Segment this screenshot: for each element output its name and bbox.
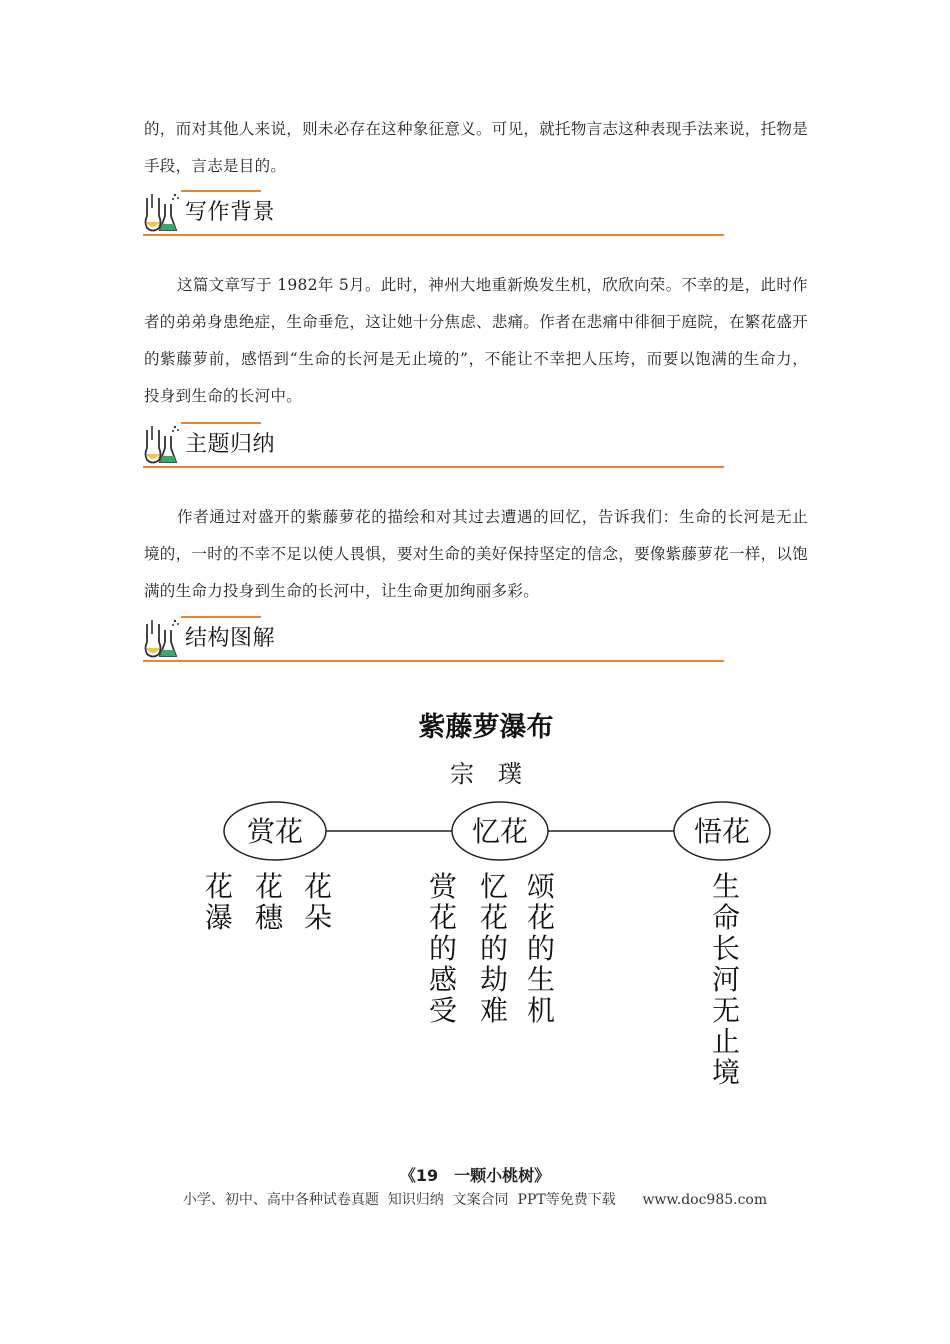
diagram-column-text: 花瀑 [204, 870, 234, 934]
section-title: 写作背景 [185, 200, 276, 225]
diagram-title: 紫藤萝瀑布 [418, 712, 554, 743]
lab-flask-icon [143, 422, 181, 464]
theme-paragraph: 作者通过对盛开的紫藤萝花的描绘和对其过去遭遇的回忆，告诉我们：生命的长河是无止境的，一时的不幸不足以使人畏惧，要对生命的美好保持坚定的信念，要像紫藤萝花一样，以饱满的生命力投身到生命的长河中，让生命更加绚丽多彩。 [144, 508, 808, 600]
footer-line [0, 1189, 950, 1209]
node-label: 悟花 [693, 815, 751, 848]
lab-flask-icon [143, 190, 181, 232]
next-lesson-title: 《19 一颗小桃树》 [399, 1166, 551, 1185]
footer-slogan: 小学、初中、高中各种试卷真题 知识归纳 文案合同 PPT等免费下载 [182, 1192, 616, 1208]
diagram-column-text: 颂花的生机 [526, 870, 556, 1027]
node-label: 赏花 [246, 815, 304, 848]
section-title: 结构图解 [185, 626, 276, 651]
diagram-columns [205, 870, 740, 1089]
node-realize [674, 802, 770, 860]
section-heading-theme [143, 420, 724, 468]
lab-flask-icon [143, 616, 181, 658]
section-divider [143, 234, 724, 236]
node-appreciate [224, 802, 326, 860]
diagram-column-text: 花穗 [254, 870, 284, 934]
structure-diagram [203, 696, 773, 1091]
intro-paragraph: 的，而对其他人来说，则未必存在这种象征意义。可见，就托物言志这种表现手法来说，托物是手段，言志是目的。 [144, 120, 808, 175]
section-heading-background [143, 188, 724, 236]
footer-site-link[interactable]: www.doc985.com [642, 1192, 768, 1208]
background-paragraph: 这篇文章写于 1982年 5月。此时，神州大地重新焕发生机，欣欣向荣。不幸的是，此时作者的弟弟身患绝症，生命垂危，这让她十分焦虑、悲痛。作者在悲痛中徘徊于庭院，在繁花盛开的紫藤萝前，感悟到“生命的长河是无止境的”，不能让不幸把人压垮，而要以饱满的生命力，投身到生命的长河中。 [144, 276, 808, 405]
section-heading-structure [143, 614, 724, 662]
node-recall [452, 802, 548, 860]
section-title: 主题归纳 [185, 432, 276, 457]
diagram-column-text: 忆花的劫难 [479, 870, 509, 1027]
section-divider [143, 466, 724, 468]
section-divider [143, 660, 724, 662]
node-label: 忆花 [471, 815, 529, 848]
diagram-column-text: 花朵 [303, 870, 333, 934]
diagram-author: 宗 璞 [450, 760, 522, 788]
diagram-column-text: 生命长河无止境 [711, 870, 741, 1089]
diagram-column-text: 赏花的感受 [428, 870, 458, 1027]
